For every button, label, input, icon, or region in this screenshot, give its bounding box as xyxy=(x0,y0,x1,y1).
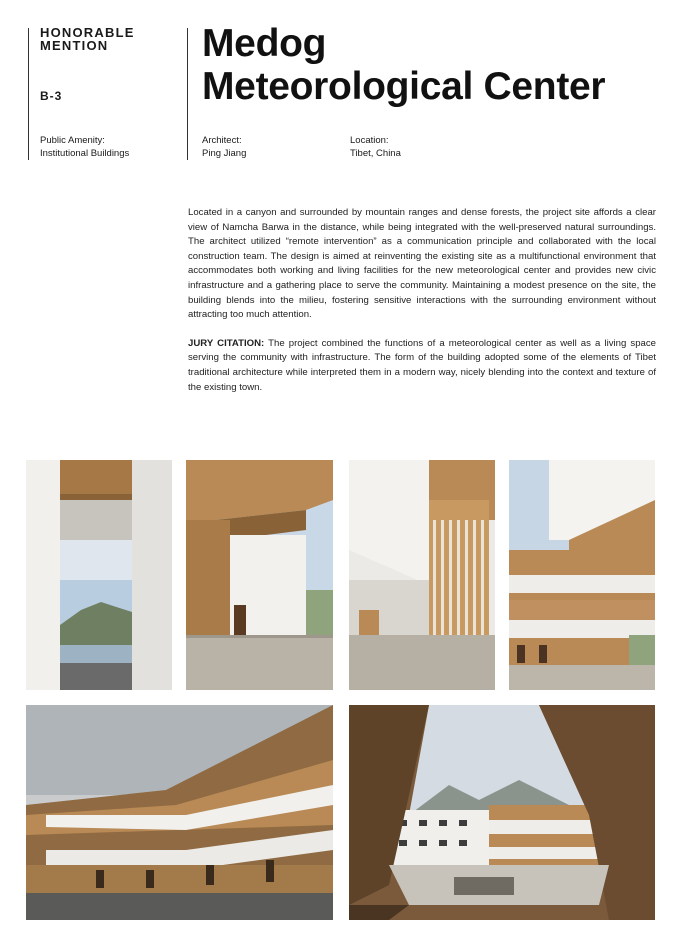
architect-label: Architect: xyxy=(202,135,242,146)
description-paragraph: Located in a canyon and surrounded by mountain ranges and dense forests, the project site affords a clear view of Namcha Barwa in the distance, while being integrated with the well-preserved natural surroundings. The architect utilized “remote intervention” as a communication principle and collaborated with the local construction team. The design is aimed at reinventing the existing site as a multifunctional environment that accommodates both working and living facilities for the new meteorological center and provides new civic infrastructure and a gathering place to serve the community. Maintaining a modest presence on the site, the building blends into the milieu, fostering sensitive interactions with the surrounding environment without attracting too much attention. xyxy=(188,207,656,321)
entry-code: B-3 xyxy=(40,89,63,103)
jury-citation xyxy=(188,337,656,395)
location-label: Location: xyxy=(350,135,389,146)
title-line-1: Medog xyxy=(202,22,327,65)
page-title xyxy=(202,22,682,108)
photo-window-view xyxy=(26,460,172,690)
category-line-2: Institutional Buildings xyxy=(40,148,130,159)
photo-building-exterior xyxy=(26,705,333,920)
photo-slatted-screen xyxy=(349,460,495,690)
left-divider xyxy=(28,28,29,160)
middle-divider xyxy=(187,28,188,160)
photo-courtyard-view xyxy=(349,705,655,920)
photo-wood-canopy xyxy=(186,460,333,690)
jury-text: The project combined the functions of a meteorological center as well as a living space serving the community with infrastructure. The form of the building adopted some of the elements of Tibet traditional architecture while interpreted them in a modern way, nicely blending into the context and texture of the existing town. xyxy=(188,337,656,393)
location-value: Tibet, China xyxy=(350,148,401,159)
title-line-2: Meteorological Center xyxy=(202,65,606,108)
photo-terraces xyxy=(509,460,655,690)
jury-label: JURY CITATION: xyxy=(188,337,265,349)
category-line-1: Public Amenity: xyxy=(40,135,105,146)
location-block xyxy=(350,134,401,160)
category xyxy=(40,134,180,160)
architect-block xyxy=(202,134,246,160)
award-label: HONORABLE MENTION xyxy=(40,25,135,53)
architect-value: Ping Jiang xyxy=(202,148,247,159)
description xyxy=(188,206,656,409)
